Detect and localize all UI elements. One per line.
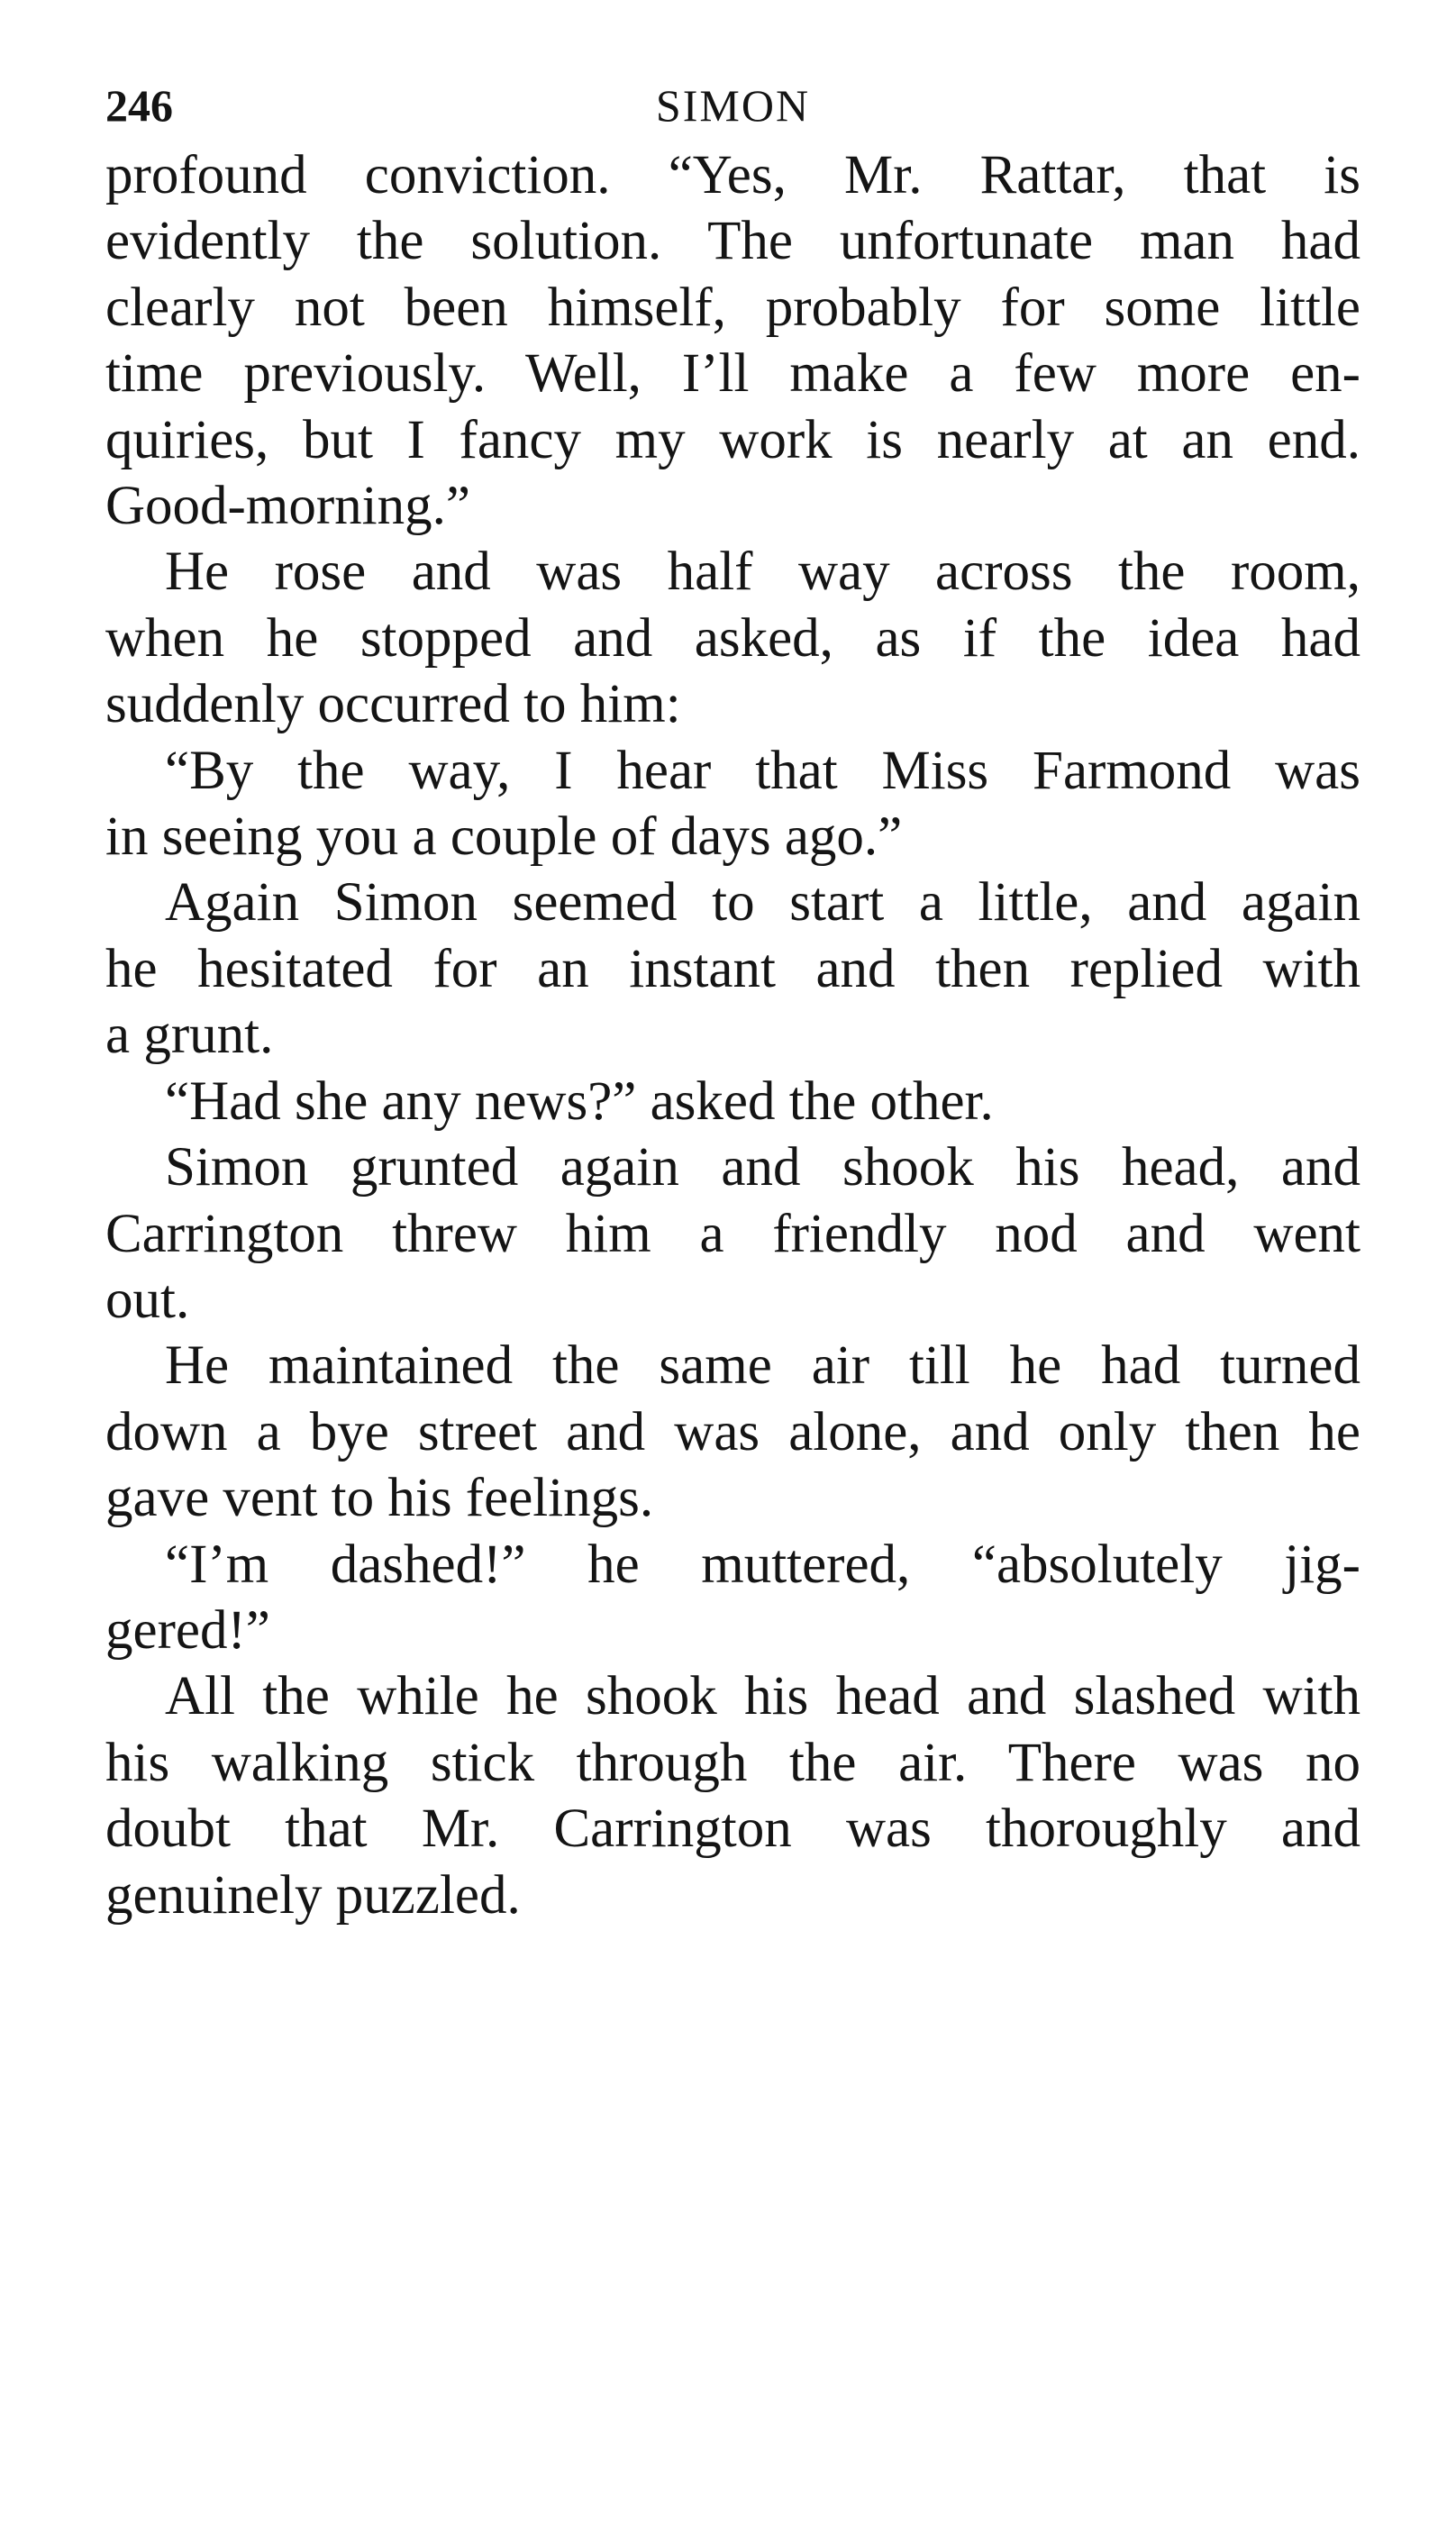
book-page — [105, 74, 1360, 1928]
text-line: his walking stick through the air. There was no — [105, 1732, 1360, 1793]
running-title: SIMON — [655, 80, 811, 131]
page-number: 246 — [105, 80, 173, 131]
text-line: “I’m dashed!” he muttered, “absolutely jig- — [165, 1534, 1360, 1595]
paragraph — [105, 1663, 1360, 1928]
text-line: down a bye street and was alone, and only then he — [105, 1401, 1360, 1462]
paragraph — [105, 1532, 1360, 1664]
text-line: All the while he shook his head and slashed with — [165, 1666, 1360, 1727]
text-line: “Had she any news?” asked the other. — [165, 1070, 994, 1132]
text-line: he hesitated for an instant and then replied with — [105, 938, 1360, 999]
paragraph — [105, 1333, 1360, 1531]
text-line: quiries, but I fancy my work is nearly at an end. — [105, 409, 1360, 470]
text-line: “By the way, I hear that Miss Farmond was — [165, 740, 1360, 801]
text-line: He maintained the same air till he had turned — [165, 1335, 1360, 1397]
text-line: He rose and was half way across the room, — [165, 542, 1360, 603]
text-line: Carrington threw him a friendly nod and went — [105, 1203, 1360, 1264]
text-line: genuinely puzzled. — [105, 1864, 521, 1926]
paragraph — [105, 1069, 1360, 1134]
text-line: time previously. Well, I’ll make a few more en- — [105, 343, 1360, 405]
text-line: doubt that Mr. Carrington was thoroughly and — [105, 1799, 1360, 1860]
paragraph — [105, 870, 1360, 1068]
text-line: a grunt. — [105, 1005, 274, 1066]
text-line: Simon grunted again and shook his head, and — [165, 1137, 1360, 1198]
paragraph — [105, 142, 1360, 539]
paragraph — [105, 738, 1360, 870]
text-line: Good-morning.” — [105, 476, 470, 537]
text-line: evidently the solution. The unfortunate man had — [105, 211, 1360, 272]
text-line: profound conviction. “Yes, Mr. Rattar, that is — [105, 145, 1360, 205]
running-head — [105, 74, 1360, 137]
text-line: when he stopped and asked, as if the idea had — [105, 607, 1360, 669]
text-line: in seeing you a couple of days ago.” — [105, 806, 903, 868]
paragraph — [105, 1134, 1360, 1333]
text-line: out. — [105, 1269, 190, 1330]
text-line: gave vent to his feelings. — [105, 1468, 654, 1529]
text-line: Again Simon seemed to start a little, and again — [165, 872, 1360, 934]
body-text — [105, 142, 1360, 1928]
text-line: suddenly occurred to him: — [105, 674, 681, 735]
paragraph — [105, 539, 1360, 737]
text-line: gered!” — [105, 1599, 270, 1661]
text-line: clearly not been himself, probably for some little — [105, 277, 1360, 338]
